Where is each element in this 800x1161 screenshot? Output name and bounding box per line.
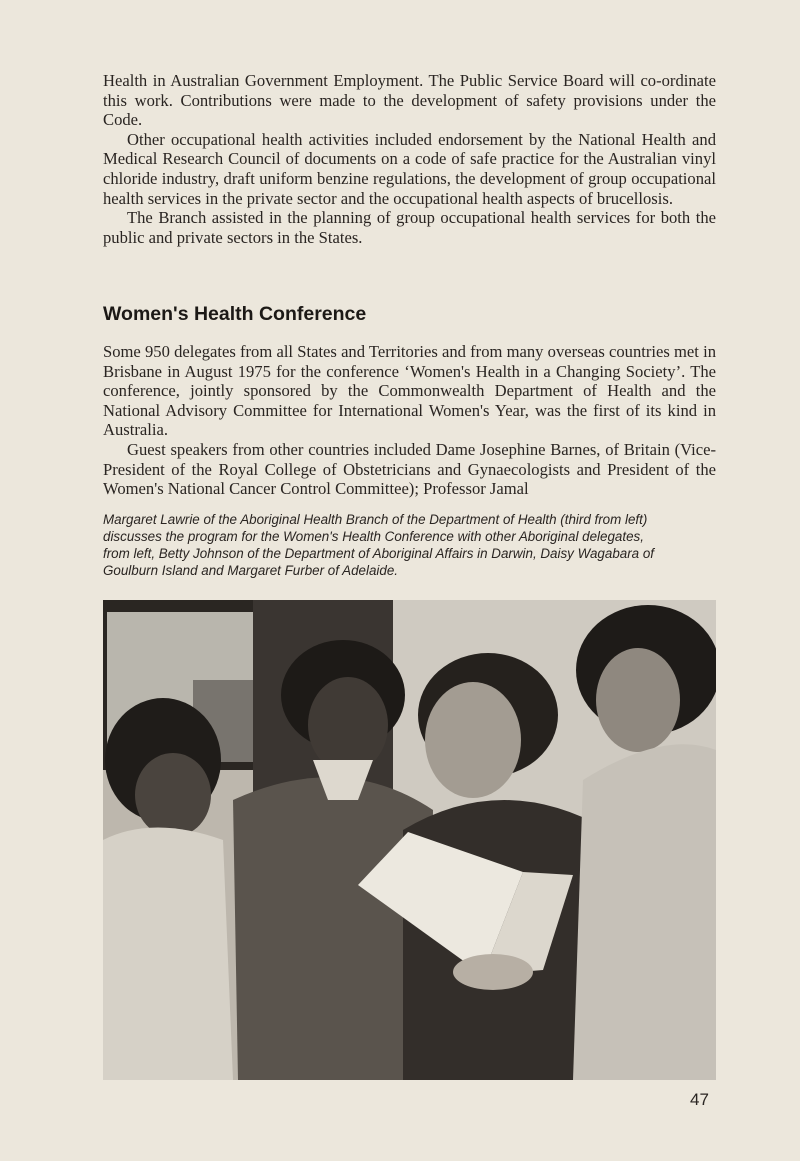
caption-text: Margaret Lawrie of the Aboriginal Health Branch of the Department of Health ( — [103, 512, 565, 527]
caption-parenthetical: third from left — [564, 512, 643, 527]
photo-illustration — [103, 600, 716, 1080]
paragraph: Other occupational health activities included endorsement by the National Health and Medical Research Council of documents on a code of safe practice for the Australian vinyl chloride industry, draft uniform benzine regulations, the development of group occupational health services in the private sector and the occupational health aspects of brucellosis. — [103, 129, 716, 208]
page-number: 47 — [690, 1090, 709, 1109]
conference-photo — [103, 600, 716, 1080]
caption-text: ) discusses the program for the Women's Health Conference with other Aboriginal delegates, from left, Betty Johnson of the Department of Aboriginal Affairs in Darwin, Daisy Wagabara of Goulburn Island and Margaret Furber of Adelaide. — [103, 512, 655, 578]
photo-caption — [103, 511, 663, 579]
paragraph: Health in Australian Government Employment. The Public Service Board will co-ordinate this work. Contributions were made to the development of safety provisions under the Code. — [103, 71, 716, 130]
paragraph: Guest speakers from other countries included Dame Josephine Barnes, of Britain (Vice-President of the Royal College of Obstetricians and Gynaecologists and President of the Women's National Cancer Control Committee); Professor Jamal — [103, 439, 716, 499]
paragraph: The Branch assisted in the planning of group occupational health services for both the public and private sectors in the States. — [103, 208, 716, 247]
section-womens-health-text — [103, 342, 716, 499]
paragraph: Some 950 delegates from all States and Territories and from many overseas countries met in Brisbane in August 1975 for the conference ‘Women's Health in a Changing Society’. The conference, jointly sponsored by the Commonwealth Department of Health and the National Advisory Committee for International Women's Year, was the first of its kind in Australia. — [103, 342, 716, 440]
section-heading: Women's Health Conference — [103, 303, 367, 325]
section-occupational-health-text — [103, 71, 716, 247]
